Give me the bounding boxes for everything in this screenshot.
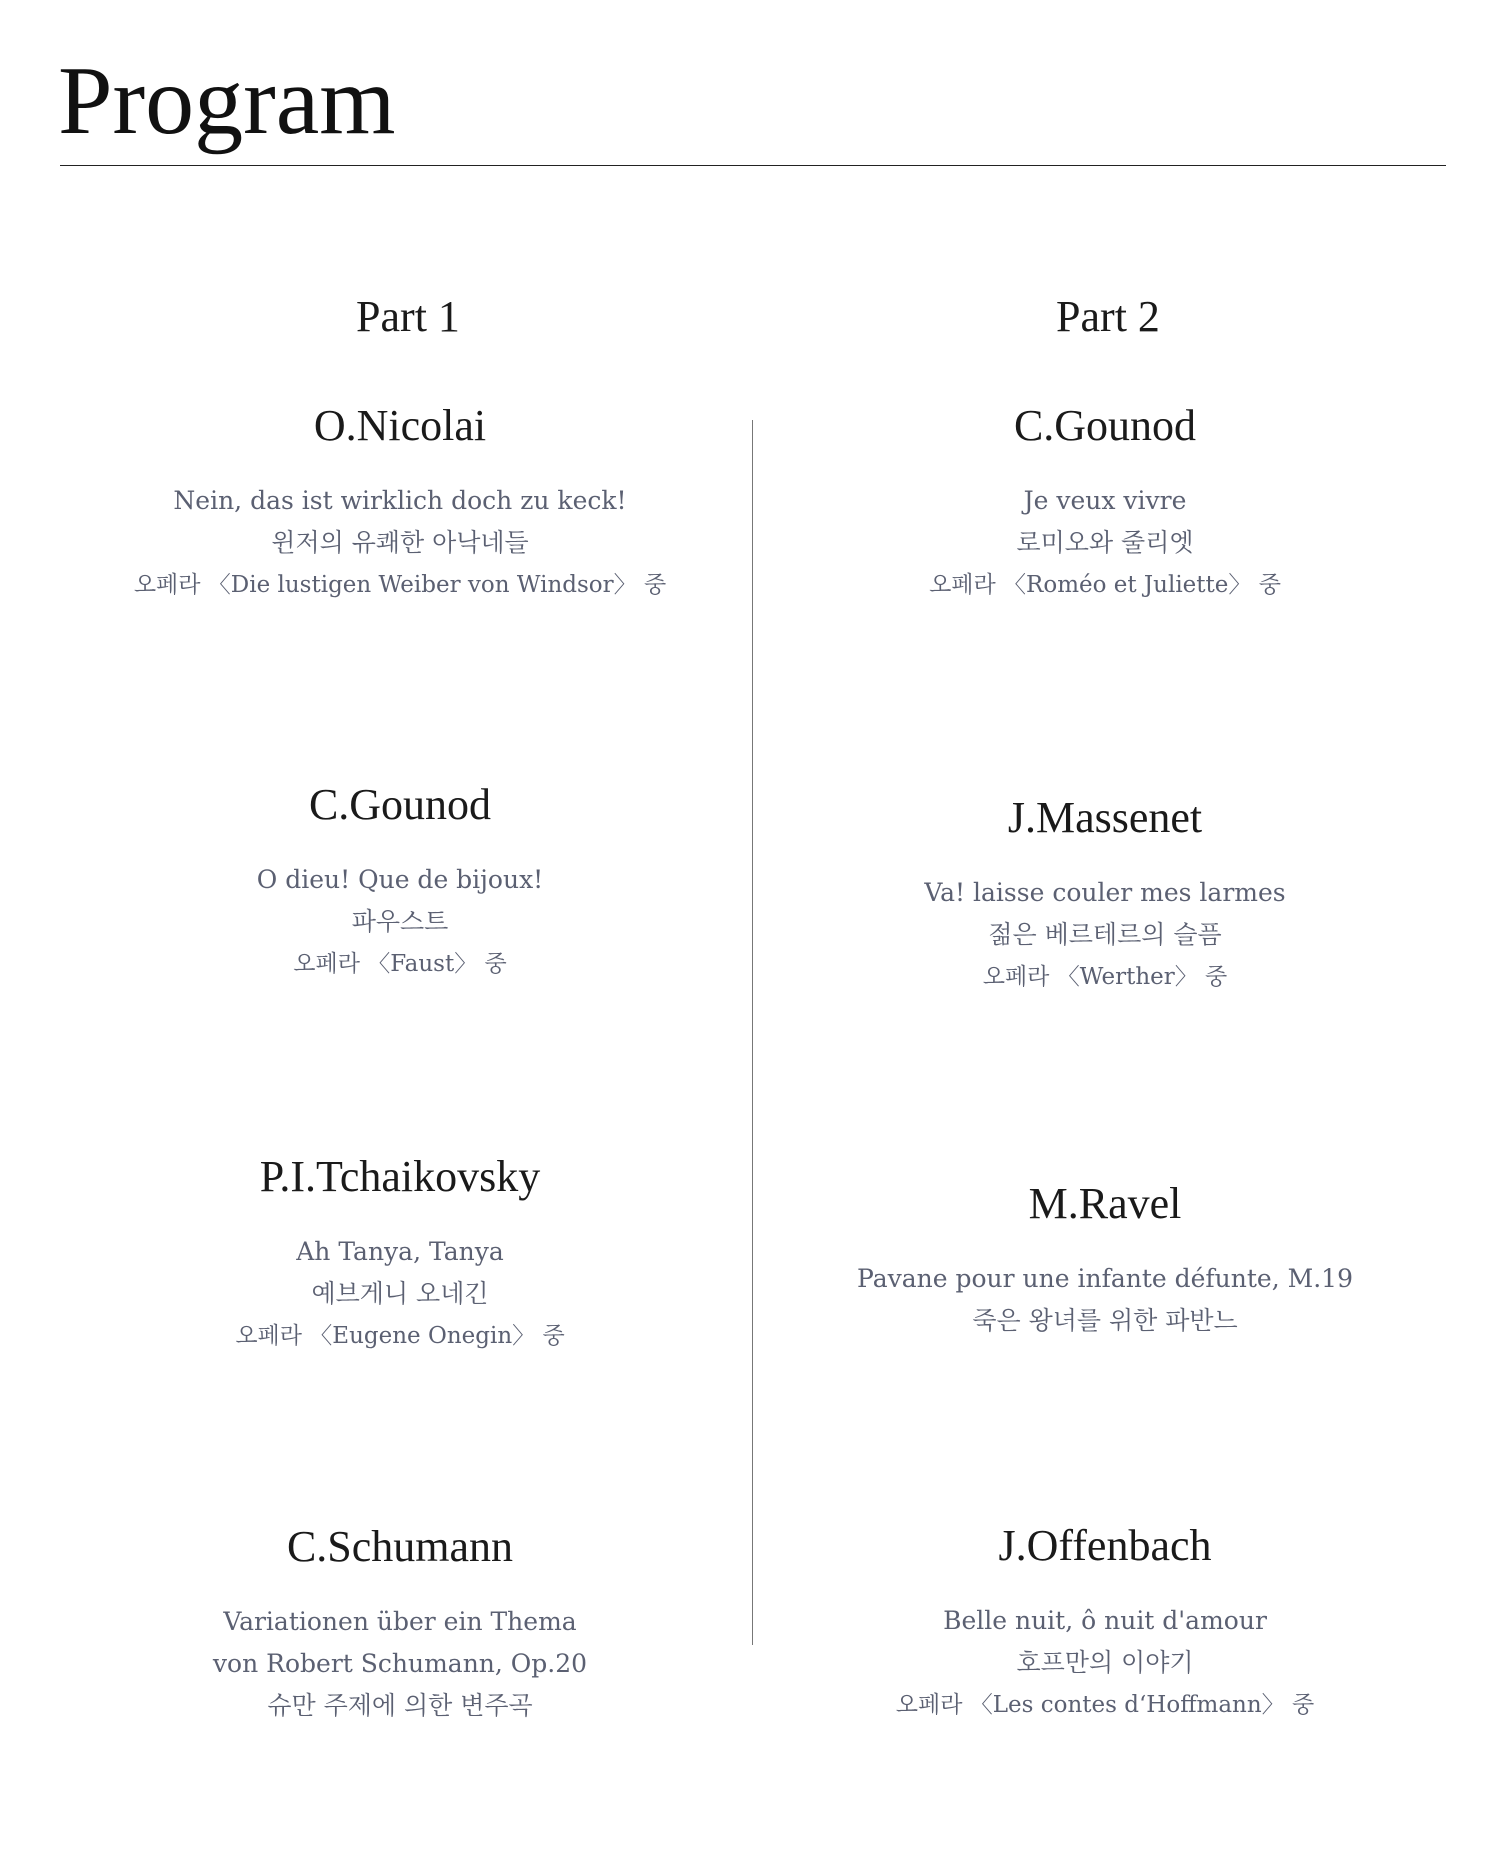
composer-name: J.Offenbach xyxy=(998,1521,1212,1570)
part1-piece-nicolai xyxy=(100,398,700,606)
composer-name: J.Massenet xyxy=(1007,793,1203,842)
piece-source: 오페라 〈Les contes d‘Hoffmann〉 중 xyxy=(895,1692,1315,1718)
part2-piece-ravel xyxy=(805,1176,1405,1342)
piece-title-korean: 예브게니 오네긴 xyxy=(311,1279,489,1308)
piece-source: 오페라 〈Eugene Onegin〉 중 xyxy=(235,1323,565,1349)
piece-source: 오페라 〈Werther〉 중 xyxy=(982,964,1228,990)
piece-title: Va! laisse couler mes larmes xyxy=(924,878,1286,907)
part2-heading: Part 2 xyxy=(1056,292,1160,341)
part1-heading: Part 1 xyxy=(356,292,460,341)
part2-piece-massenet xyxy=(805,790,1405,998)
composer-name: O.Nicolai xyxy=(313,401,487,450)
composer-name: P.I.Tchaikovsky xyxy=(259,1152,541,1201)
piece-title-korean: 슈만 주제에 의한 변주곡 xyxy=(267,1691,533,1720)
part1-piece-schumann xyxy=(100,1519,700,1727)
part2-piece-offenbach xyxy=(805,1518,1405,1726)
piece-title: Variationen über ein Thema xyxy=(223,1607,577,1636)
part2-piece-gounod xyxy=(805,398,1405,606)
part1-piece-tchaikovsky xyxy=(100,1149,700,1357)
composer-name: C.Schumann xyxy=(286,1522,514,1571)
piece-title: Pavane pour une infante défunte, M.19 xyxy=(857,1264,1353,1293)
piece-title: O dieu! Que de bijoux! xyxy=(256,865,544,894)
piece-title: Ah Tanya, Tanya xyxy=(296,1237,504,1266)
part1-piece-gounod xyxy=(100,777,700,985)
piece-title-korean: 죽은 왕녀를 위한 파반느 xyxy=(972,1306,1238,1335)
piece-title: Belle nuit, ô nuit d'amour xyxy=(943,1606,1267,1635)
piece-title: Je veux vivre xyxy=(1023,486,1187,515)
piece-source: 오페라 〈Roméo et Juliette〉 중 xyxy=(929,572,1281,598)
piece-title-korean: 파우스트 xyxy=(351,907,449,936)
composer-name: M.Ravel xyxy=(1028,1179,1182,1228)
piece-source: 오페라 〈Die lustigen Weiber von Windsor〉 중 xyxy=(133,572,667,598)
composer-name: C.Gounod xyxy=(308,780,492,829)
composer-name: C.Gounod xyxy=(1013,401,1197,450)
piece-title-korean: 윈저의 유쾌한 아낙네들 xyxy=(271,528,529,557)
piece-title-korean: 젊은 베르테르의 슬픔 xyxy=(988,920,1222,949)
piece-title: Nein, das ist wirklich doch zu keck! xyxy=(173,486,627,515)
piece-title-line2: von Robert Schumann, Op.20 xyxy=(212,1649,588,1678)
piece-title-korean: 로미오와 줄리엣 xyxy=(1016,528,1194,557)
column-divider xyxy=(752,420,753,1645)
piece-title-korean: 호프만의 이야기 xyxy=(1016,1648,1194,1677)
piece-source: 오페라 〈Faust〉 중 xyxy=(293,951,507,977)
page-title: Program xyxy=(58,47,396,155)
title-divider xyxy=(60,165,1446,166)
